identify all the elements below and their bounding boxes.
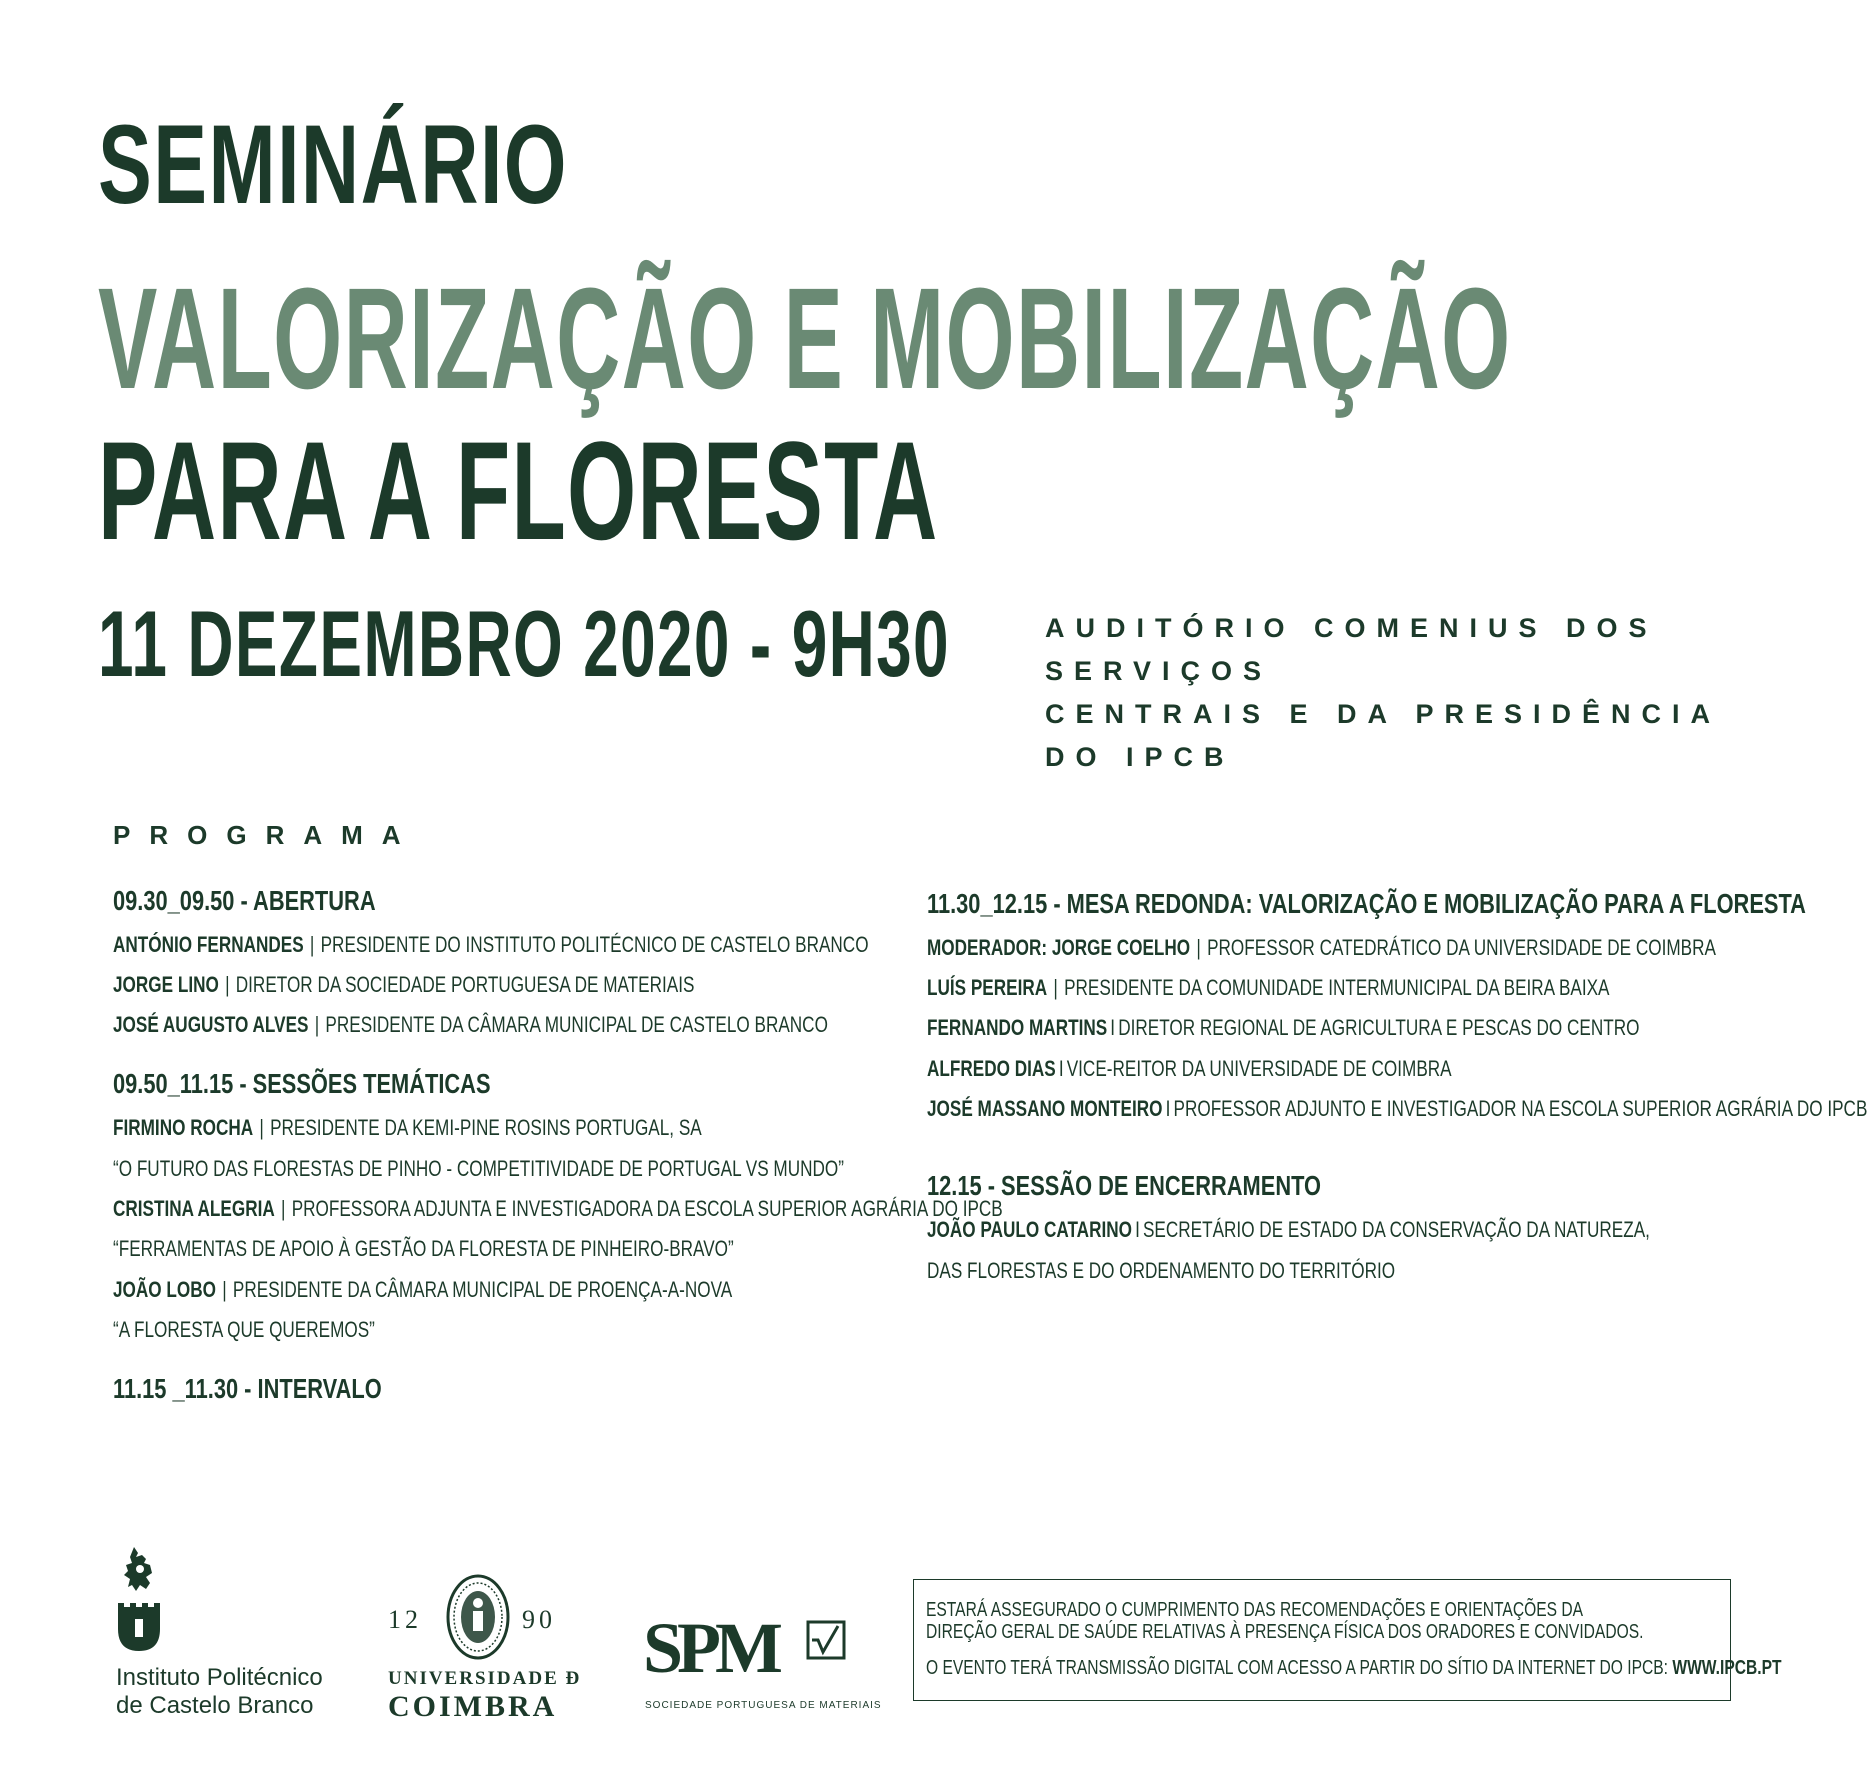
speaker-name: MODERADOR: JORGE COELHO bbox=[927, 935, 1191, 960]
speaker-role: DIRETOR REGIONAL DE AGRICULTURA E PESCAS DO CENTRO bbox=[1118, 1015, 1640, 1040]
ipcb-name-line-2: de Castelo Branco bbox=[116, 1692, 314, 1719]
event-date: 11 DEZEMBRO 2020 - 9H30 bbox=[98, 591, 950, 696]
talk-title: “FERRAMENTAS DE APOIO À GESTÃO DA FLORESTA DE PINHEIRO-BRAVO” bbox=[113, 1236, 734, 1261]
speaker-row bbox=[113, 932, 869, 958]
title-valorizacao: VALORIZAÇÃO E MOBILIZAÇÃO bbox=[98, 258, 1512, 419]
speaker-row bbox=[113, 1196, 1003, 1222]
speaker-role-line-2: DAS FLORESTAS E DO ORDENAMENTO DO TERRITÓRIO bbox=[927, 1258, 1396, 1283]
speaker-role: PROFESSOR ADJUNTO E INVESTIGADOR NA ESCOLA SUPERIOR AGRÁRIA DO IPCB bbox=[1173, 1096, 1867, 1121]
title-seminario: SEMINÁRIO bbox=[98, 102, 568, 227]
uc-seal-icon bbox=[445, 1573, 511, 1661]
speaker-row bbox=[927, 1217, 1650, 1243]
spm-check-icon bbox=[806, 1620, 846, 1660]
speaker-row bbox=[927, 1015, 1639, 1041]
talk-title: “A FLORESTA QUE QUEREMOS” bbox=[113, 1317, 375, 1342]
speaker-role: SECRETÁRIO DE ESTADO DA CONSERVAÇÃO DA NATUREZA, bbox=[1142, 1217, 1650, 1242]
speaker-role: PROFESSOR CATEDRÁTICO DA UNIVERSIDADE DE COIMBRA bbox=[1207, 935, 1716, 960]
speaker-role: PRESIDENTE DA COMUNIDADE INTERMUNICIPAL DA BEIRA BAIXA bbox=[1064, 975, 1610, 1000]
title-floresta: PARA A FLORESTA bbox=[98, 412, 939, 569]
separator: | bbox=[225, 972, 230, 997]
ipcb-website-link[interactable]: WWW.IPCB.PT bbox=[1672, 1657, 1782, 1679]
session-intervalo-title: 11.15 _11.30 - INTERVALO bbox=[113, 1373, 382, 1404]
talk-title: “O FUTURO DAS FLORESTAS DE PINHO - COMPETITIVIDADE DE PORTUGAL VS MUNDO” bbox=[113, 1156, 844, 1181]
notice-line-2: DIREÇÃO GERAL DE SAÚDE RELATIVAS À PRESENÇA FÍSICA DOS ORADORES E CONVIDADOS. bbox=[926, 1621, 1644, 1643]
speaker-name: JOÃO PAULO CATARINO bbox=[927, 1217, 1132, 1242]
notice-line-3 bbox=[926, 1658, 1782, 1678]
speaker-name: JOSÉ MASSANO MONTEIRO bbox=[927, 1096, 1163, 1121]
speaker-row bbox=[113, 1012, 828, 1038]
separator: | bbox=[1053, 975, 1058, 1000]
speaker-name: ALFREDO DIAS bbox=[927, 1056, 1056, 1081]
uc-name-line-1: UNIVERSIDADE Đ bbox=[388, 1668, 582, 1689]
notice-line-1: ESTARÁ ASSEGURADO O CUMPRIMENTO DAS RECOMENDAÇÕES E ORIENTAÇÕES DA bbox=[926, 1599, 1584, 1621]
separator: | bbox=[309, 932, 315, 957]
speaker-row bbox=[113, 1277, 732, 1303]
session-abertura-title: 09.30_09.50 - ABERTURA bbox=[113, 885, 376, 916]
speaker-row bbox=[927, 975, 1610, 1001]
speaker-row bbox=[927, 1096, 1867, 1122]
speaker-role: PROFESSORA ADJUNTA E INVESTIGADORA DA ESCOLA SUPERIOR AGRÁRIA DO IPCB bbox=[291, 1196, 1003, 1221]
speaker-name: FIRMINO ROCHA bbox=[113, 1115, 254, 1140]
programa-label: PROGRAMA bbox=[113, 820, 420, 850]
ipcb-name-line-1: Instituto Politécnico bbox=[116, 1664, 323, 1691]
separator: I bbox=[1058, 1056, 1064, 1081]
spm-logo-mark: SPM bbox=[643, 1608, 777, 1688]
speaker-row bbox=[927, 935, 1716, 961]
speaker-role: VICE-REITOR DA UNIVERSIDADE DE COIMBRA bbox=[1066, 1056, 1452, 1081]
speaker-name: FERNANDO MARTINS bbox=[927, 1015, 1108, 1040]
speaker-role: DIRETOR DA SOCIEDADE PORTUGUESA DE MATERIAIS bbox=[235, 972, 695, 997]
notice-line-3-text: O EVENTO TERÁ TRANSMISSÃO DIGITAL COM ACESSO A PARTIR DO SÍTIO DA INTERNET DO IPCB: bbox=[926, 1657, 1669, 1679]
session-tematicas-title: 09.50_11.15 - SESSÕES TEMÁTICAS bbox=[113, 1068, 491, 1099]
separator: | bbox=[280, 1196, 286, 1221]
separator: | bbox=[314, 1012, 320, 1037]
speaker-role-continued bbox=[927, 1258, 1395, 1284]
uc-name-line-2: COIMBRA bbox=[388, 1690, 558, 1723]
speaker-name: ANTÓNIO FERNANDES bbox=[113, 932, 304, 957]
venue-line-1: AUDITÓRIO COMENIUS DOS SERVIÇOS bbox=[1045, 613, 1658, 686]
venue bbox=[1045, 607, 1767, 779]
separator: | bbox=[259, 1115, 264, 1140]
separator: | bbox=[1196, 935, 1201, 960]
uc-year-right: 90 bbox=[522, 1605, 556, 1634]
separator: I bbox=[1110, 1015, 1116, 1040]
speaker-row bbox=[113, 972, 694, 998]
spm-caption: SOCIEDADE PORTUGUESA DE MATERIAIS bbox=[645, 1700, 882, 1711]
speaker-row bbox=[927, 1056, 1452, 1082]
speaker-row bbox=[113, 1115, 702, 1141]
session-mesa-redonda-title: 11.30_12.15 - MESA REDONDA: VALORIZAÇÃO E MOBILIZAÇÃO PARA A FLORESTA bbox=[927, 888, 1806, 919]
speaker-role: PRESIDENTE DA CÂMARA MUNICIPAL DE CASTELO BRANCO bbox=[325, 1012, 828, 1037]
speaker-name: JORGE LINO bbox=[113, 972, 219, 997]
ipcb-logo-text bbox=[116, 1664, 323, 1720]
notice-box bbox=[913, 1579, 1782, 1701]
speaker-name: CRISTINA ALEGRIA bbox=[113, 1196, 275, 1221]
speaker-role: PRESIDENTE DA KEMI-PINE ROSINS PORTUGAL, SA bbox=[270, 1115, 702, 1140]
speaker-name: JOSÉ AUGUSTO ALVES bbox=[113, 1012, 309, 1037]
uc-year-left: 12 bbox=[388, 1605, 422, 1634]
speaker-role: PRESIDENTE DA CÂMARA MUNICIPAL DE PROENÇA-A-NOVA bbox=[232, 1277, 733, 1302]
separator: I bbox=[1135, 1217, 1140, 1242]
ipcb-logo-icon bbox=[116, 1545, 166, 1655]
separator: | bbox=[222, 1277, 227, 1302]
speaker-name: JOÃO LOBO bbox=[113, 1277, 216, 1302]
session-encerramento-title: 12.15 - SESSÃO DE ENCERRAMENTO bbox=[927, 1170, 1322, 1201]
speaker-name: LUÍS PEREIRA bbox=[927, 975, 1048, 1000]
speaker-role: PRESIDENTE DO INSTITUTO POLITÉCNICO DE CASTELO BRANCO bbox=[320, 932, 869, 957]
venue-line-2: CENTRAIS E DA PRESIDÊNCIA DO IPCB bbox=[1045, 699, 1721, 772]
separator: I bbox=[1165, 1096, 1171, 1121]
